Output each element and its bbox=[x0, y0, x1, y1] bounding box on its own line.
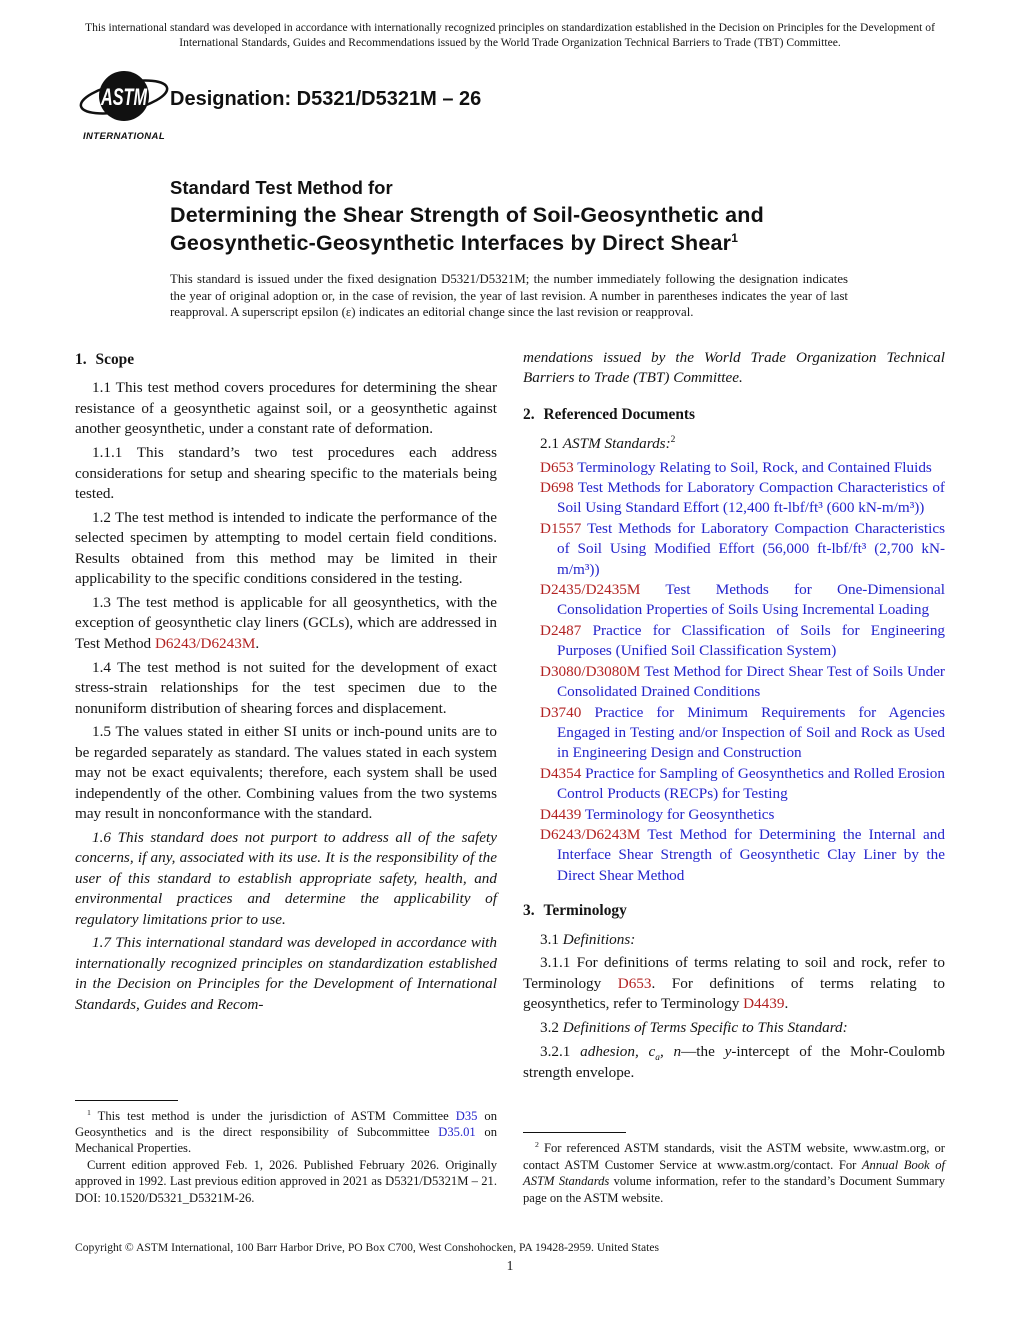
paragraph-1-1: 1.1 This test method covers procedures for determining the shear resistance of a geosynthetic against soil, or a geosynthetic against another geosynthetic, under a constant rate of deformation. bbox=[75, 379, 497, 438]
footnote-text: on Geosynthetics and is the direct responsibility of Subcommittee bbox=[75, 1108, 498, 1139]
two-column-body bbox=[75, 348, 945, 1206]
paragraph-3-1-1 bbox=[523, 953, 945, 1014]
footnote-2-marker: 2 bbox=[535, 1140, 539, 1150]
reference-title-link[interactable]: Practice for Sampling of Geosynthetics and Rolled Erosion Control Products (RECPs) for Testing bbox=[557, 764, 945, 803]
definitions-label: Definitions: bbox=[562, 930, 636, 948]
reference-title-link[interactable]: Terminology for Geosynthetics bbox=[584, 805, 775, 823]
reference-id-link[interactable]: D3740 bbox=[540, 703, 582, 721]
reference-id-link[interactable]: D3080/D3080M bbox=[540, 662, 641, 680]
section-heading-scope bbox=[75, 350, 497, 370]
title-eyebrow: Standard Test Method for bbox=[170, 177, 393, 198]
section-label: Terminology bbox=[543, 902, 627, 920]
footnote-2 bbox=[523, 1140, 945, 1206]
title-line-2-text: Geosynthetic-Geosynthetic Interfaces by Direct Shear bbox=[170, 231, 732, 255]
link-D35-01[interactable]: D35.01 bbox=[438, 1124, 476, 1139]
section-number: 1. bbox=[75, 351, 87, 368]
title-line-2 bbox=[170, 229, 944, 257]
copyright-line: Copyright © ASTM International, 100 Barr Harbor Drive, PO Box C700, West Conshohocken, PA 19428-2959. United States bbox=[75, 1241, 659, 1254]
paragraph-text: -intercept of the Mohr-Coulomb strength envelope. bbox=[523, 1043, 946, 1081]
paragraph-text: . bbox=[784, 995, 789, 1013]
right-column bbox=[523, 348, 945, 1206]
section-number: 2. bbox=[523, 406, 535, 424]
reference-id-link[interactable]: D4439 bbox=[540, 805, 582, 823]
reference-id-link[interactable]: D653 bbox=[540, 458, 574, 476]
paragraph-number: 3.2 bbox=[540, 1019, 563, 1037]
term-subscript: a bbox=[655, 1053, 660, 1064]
paragraph-1-7: 1.7 This international standard was developed in accordance with internationally recognized principles on standardization established in the Decision on Principles for the Development of International Standards, Guides and Recom- bbox=[75, 934, 497, 1013]
paragraph-text: —the bbox=[681, 1043, 725, 1061]
paragraph-1-1-1: 1.1.1 This standard’s two test procedures each address considerations for setup and shearing specific to the materials being tested. bbox=[75, 444, 497, 502]
reference-item bbox=[523, 519, 945, 580]
top-disclaimer: This international standard was developed in accordance with internationally recognized principles on standardization established in the Decision on Principles for the Development of International Standards, Guides and Recommendations issued by the World Trade Organization Technical Barriers to Trade (TBT) Committee. bbox=[85, 21, 935, 50]
reference-title-link[interactable]: Test Method for Direct Shear Test of Soils Under Consolidated Drained Conditions bbox=[557, 662, 945, 701]
reference-item bbox=[523, 478, 945, 519]
left-column bbox=[75, 348, 497, 1206]
reference-title-link[interactable]: Practice for Classification of Soils for Engineering Purposes (Unified Soil Classification System) bbox=[557, 621, 946, 660]
paragraph-text: 1.3 The test method is applicable for all geosynthetics, with the exception of geosynthetic clay liners (GCLs), which are addressed in Test Method bbox=[75, 593, 497, 652]
reference-item bbox=[523, 662, 945, 703]
annual-book-title: Annual Book of ASTM Standards bbox=[523, 1157, 945, 1189]
paragraph-1-5: 1.5 The values stated in either SI units or inch-pound units are to be regarded separately as standard. The values stated in each system may not be exact equivalents; therefore, each system shall be used independently of the other. Combining values from the two systems may result in nonconformance with the standard. bbox=[75, 723, 497, 823]
paragraph-number: 3.2.1 bbox=[540, 1043, 581, 1061]
paragraph-text: . bbox=[255, 634, 260, 652]
paragraph-text: 3.1.1 For definitions of terms relating to soil and rock, refer to Terminology bbox=[523, 954, 945, 992]
paragraph-text: . For definitions of terms relating to geosynthetics, refer to Terminology bbox=[523, 974, 945, 1013]
reference-title-link[interactable]: Terminology Relating to Soil, Rock, and Contained Fluids bbox=[577, 458, 932, 476]
footnote-2-block bbox=[523, 1132, 945, 1206]
footnote-1-marker: 1 bbox=[87, 1107, 91, 1117]
footnote-1 bbox=[75, 1108, 497, 1157]
paragraph-1-2: 1.2 The test method is intended to indicate the performance of the selected specimen by attempting to model certain field conditions. Results obtained from this method may be limited in their applicability to the specific conditions considered in the testing. bbox=[75, 508, 497, 588]
footnote-1-edition: Current edition approved Feb. 1, 2026. Published February 2026. Originally approved in 1992. Last previous edition approved in 2021 as D5321/D5321M – 21. DOI: 10.1520/D5321_D5321M-26. bbox=[75, 1157, 497, 1205]
reference-list bbox=[523, 458, 945, 887]
reference-item bbox=[523, 703, 945, 764]
reference-id-link[interactable]: D2435/D2435M bbox=[540, 581, 641, 599]
reference-item bbox=[523, 805, 945, 825]
paragraph-3-2-1 bbox=[523, 1042, 945, 1083]
paragraph-1-4: 1.4 The test method is not suited for the development of exact stress-strain relationships for the test specimen due to the nonuniform distribution of shearing forces and displacement. bbox=[75, 658, 497, 717]
section-heading-referenced-documents bbox=[523, 405, 945, 425]
reference-title-link[interactable]: Test Methods for Laboratory Compaction Characteristics of Soil Using Modified Effort (56,000 ft-lbf/ft³ (2,700 kN-m/m³)) bbox=[557, 519, 945, 578]
footnote-text: on Mechanical Properties. bbox=[75, 1124, 497, 1156]
reference-title-link[interactable]: Test Method for Determining the Internal and Interface Shear Strength of Geosynthetic Clay Liner by the Direct Shear Method bbox=[557, 825, 945, 884]
term-n: , n bbox=[659, 1043, 682, 1061]
footnote-2-ref[interactable]: 2 bbox=[670, 434, 676, 445]
footnote-rule bbox=[75, 1100, 178, 1101]
reference-item bbox=[523, 825, 945, 886]
footnote-text: This test method is under the jurisdiction of ASTM Committee bbox=[97, 1108, 456, 1123]
term-adhesion: adhesion, c bbox=[580, 1043, 656, 1061]
footnote-rule bbox=[523, 1132, 626, 1133]
paragraph-1-6: 1.6 This standard does not purport to address all of the safety concerns, if any, associated with its use. It is the responsibility of the user of this standard to establish appropriate safety, health, and environmental practices and determine the applicability of regulatory limitations prior to use. bbox=[75, 828, 497, 928]
definitions-specific-label: Definitions of Terms Specific to This Standard: bbox=[562, 1019, 848, 1037]
paragraph-number: 2.1 bbox=[540, 434, 563, 452]
issue-note: This standard is issued under the fixed designation D5321/D5321M; the number immediately following the designation indicates the year of original adoption or, in the case of revision, the year of last revision. A number in parentheses indicates the year of last reapproval. A superscript epsilon (ε) indicates an editorial change since the last revision or reapproval. bbox=[170, 272, 848, 320]
svg-text:ASTM: ASTM bbox=[100, 84, 148, 111]
paragraph-3-2 bbox=[523, 1018, 945, 1038]
title-footnote-ref[interactable]: 1 bbox=[731, 230, 739, 245]
paragraph-3-1 bbox=[523, 930, 945, 950]
title-block bbox=[170, 175, 944, 257]
footnote-text: For referenced ASTM standards, visit the ASTM website, www.astm.org, or contact ASTM Customer Service at www.astm.org/contact. For bbox=[523, 1141, 945, 1172]
paragraph-number: 3.1 bbox=[540, 930, 563, 948]
section-label: Scope bbox=[95, 351, 135, 368]
term-y: y bbox=[724, 1043, 732, 1061]
reference-title-link[interactable]: Practice for Minimum Requirements for Agencies Engaged in Testing and/or Inspection of Soil and Rock as Used in Engineering Design and Construction bbox=[557, 703, 945, 762]
designation-line: Designation: D5321/D5321M – 26 bbox=[170, 88, 482, 110]
reference-title-link[interactable]: Test Methods for Laboratory Compaction Characteristics of Soil Using Standard Effort (12,400 ft-lbf/ft³ (600 kN-m/m³)) bbox=[557, 479, 945, 517]
footnote-1-block bbox=[75, 1100, 497, 1206]
astm-logo-international-label: INTERNATIONAL bbox=[82, 131, 166, 142]
reference-id-link[interactable]: D6243/D6243M bbox=[540, 825, 641, 843]
section-label: Referenced Documents bbox=[543, 406, 695, 424]
paragraph-1-7-continuation: mendations issued by the World Trade Organization Technical Barriers to Trade (TBT) Committee. bbox=[523, 349, 945, 387]
reference-item bbox=[523, 458, 945, 478]
reference-item bbox=[523, 764, 945, 805]
reference-id-link[interactable]: D698 bbox=[540, 479, 574, 497]
reference-id-link[interactable]: D2487 bbox=[540, 621, 582, 639]
reference-item bbox=[523, 580, 945, 621]
link-D653[interactable]: D653 bbox=[617, 974, 652, 992]
link-D35[interactable]: D35 bbox=[455, 1108, 478, 1123]
reference-id-link[interactable]: D4354 bbox=[540, 764, 582, 782]
astm-globe-icon bbox=[78, 68, 170, 128]
page-number: 1 bbox=[506, 1258, 514, 1273]
astm-logo bbox=[76, 68, 172, 142]
section-number: 3. bbox=[523, 902, 535, 920]
astm-standards-label: ASTM Standards: bbox=[562, 434, 671, 452]
section-heading-terminology bbox=[523, 901, 945, 921]
title-line-1: Determining the Shear Strength of Soil-Geosynthetic and bbox=[170, 203, 764, 227]
paragraph-1-3 bbox=[75, 593, 497, 654]
footnote-text: volume information, refer to the standard’s Document Summary page on the ASTM website. bbox=[523, 1174, 946, 1205]
link-D4439[interactable]: D4439 bbox=[743, 995, 785, 1013]
link-D6243-D6243M[interactable]: D6243/D6243M bbox=[154, 634, 256, 652]
reference-id-link[interactable]: D1557 bbox=[540, 519, 582, 537]
reference-title-link[interactable]: Test Methods for One-Dimensional Consolidation Properties of Soils Using Incremental Loading bbox=[557, 581, 945, 619]
reference-item bbox=[523, 621, 945, 662]
paragraph-2-1 bbox=[523, 434, 945, 454]
